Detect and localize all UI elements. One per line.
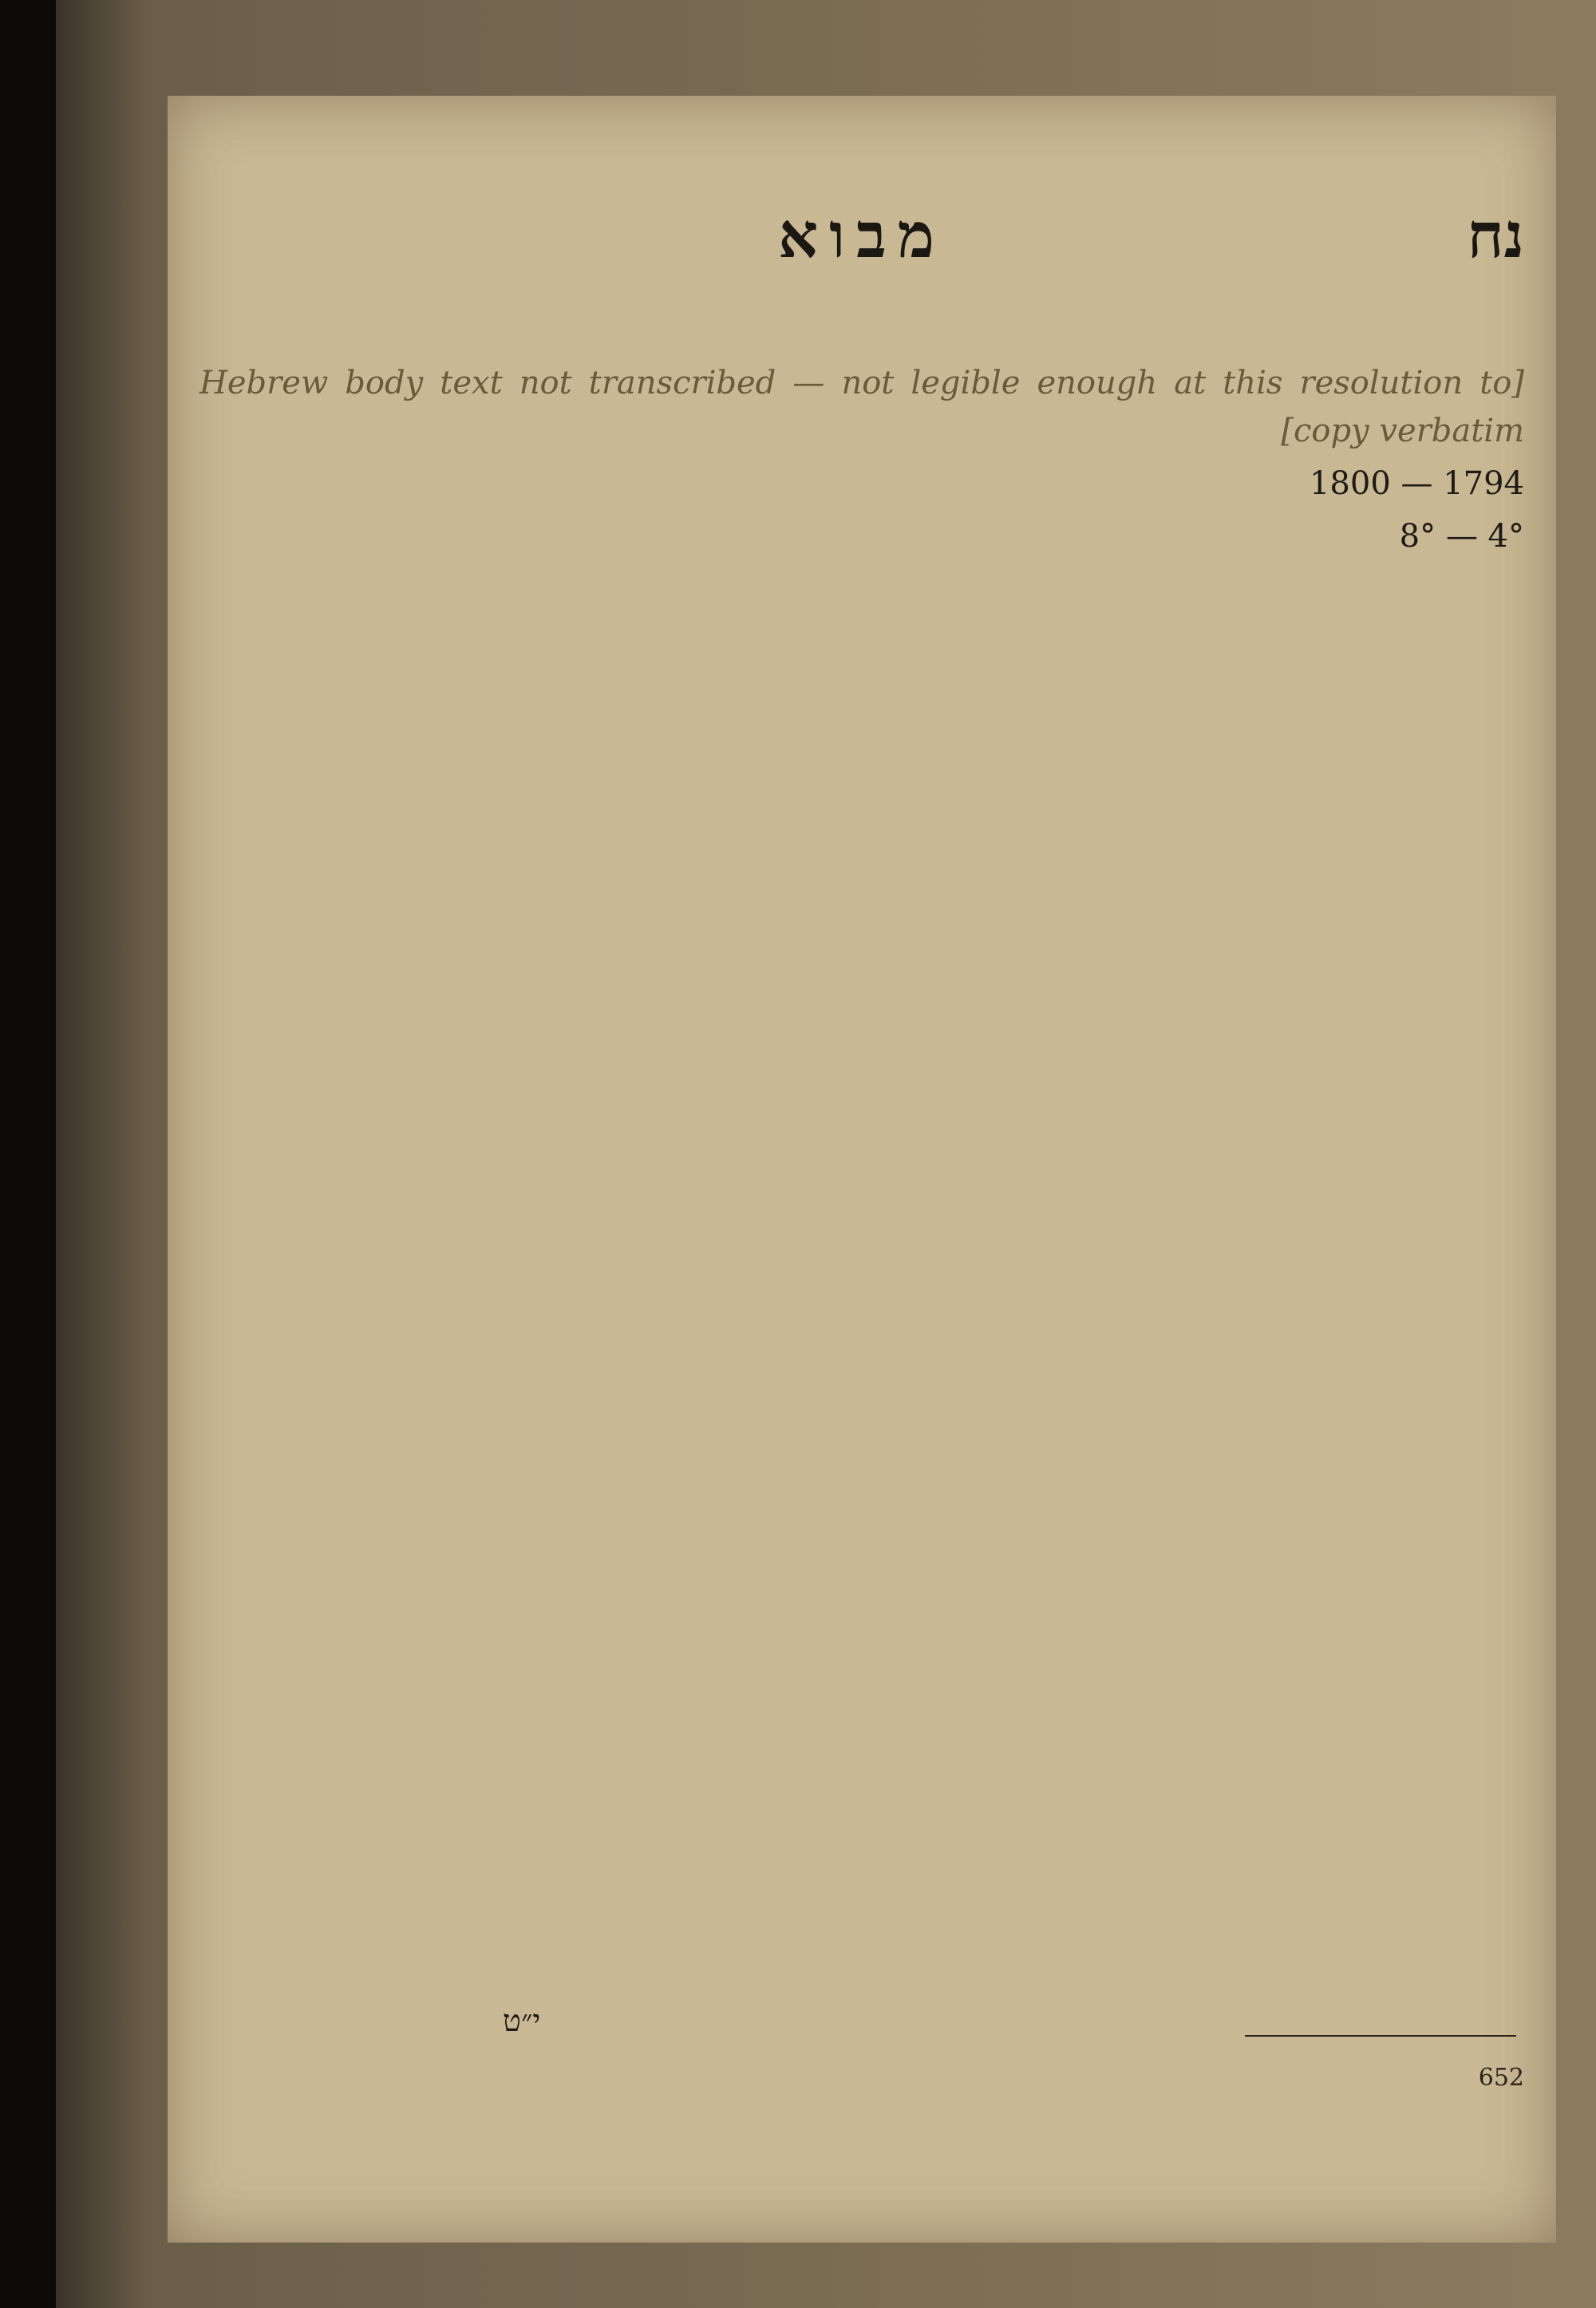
page-number: נח <box>1467 200 1524 272</box>
format-octavo: 8° <box>1399 518 1436 555</box>
year-1794: 1794 <box>1443 465 1524 502</box>
year-1800: 1800 <box>1309 465 1391 502</box>
page-body <box>200 359 1524 565</box>
footnote <box>200 2059 1524 2097</box>
format-quarto: 4° <box>1487 518 1524 555</box>
footnote-ref-number: 652 <box>1478 2064 1524 2092</box>
signature-mark: י״ט <box>503 2003 541 2038</box>
page-title: מבוא <box>778 200 946 272</box>
footnote-divider <box>1245 2035 1516 2037</box>
legible-year: 1794 — 1800 <box>1309 465 1524 502</box>
transcription-notice: [Hebrew body text not transcribed — not legible enough at this resolution to copy verbatim] <box>200 365 1524 449</box>
page-header <box>168 200 1556 287</box>
book-page <box>168 96 1556 2243</box>
legible-formats: 4° — 8° <box>1399 518 1524 555</box>
